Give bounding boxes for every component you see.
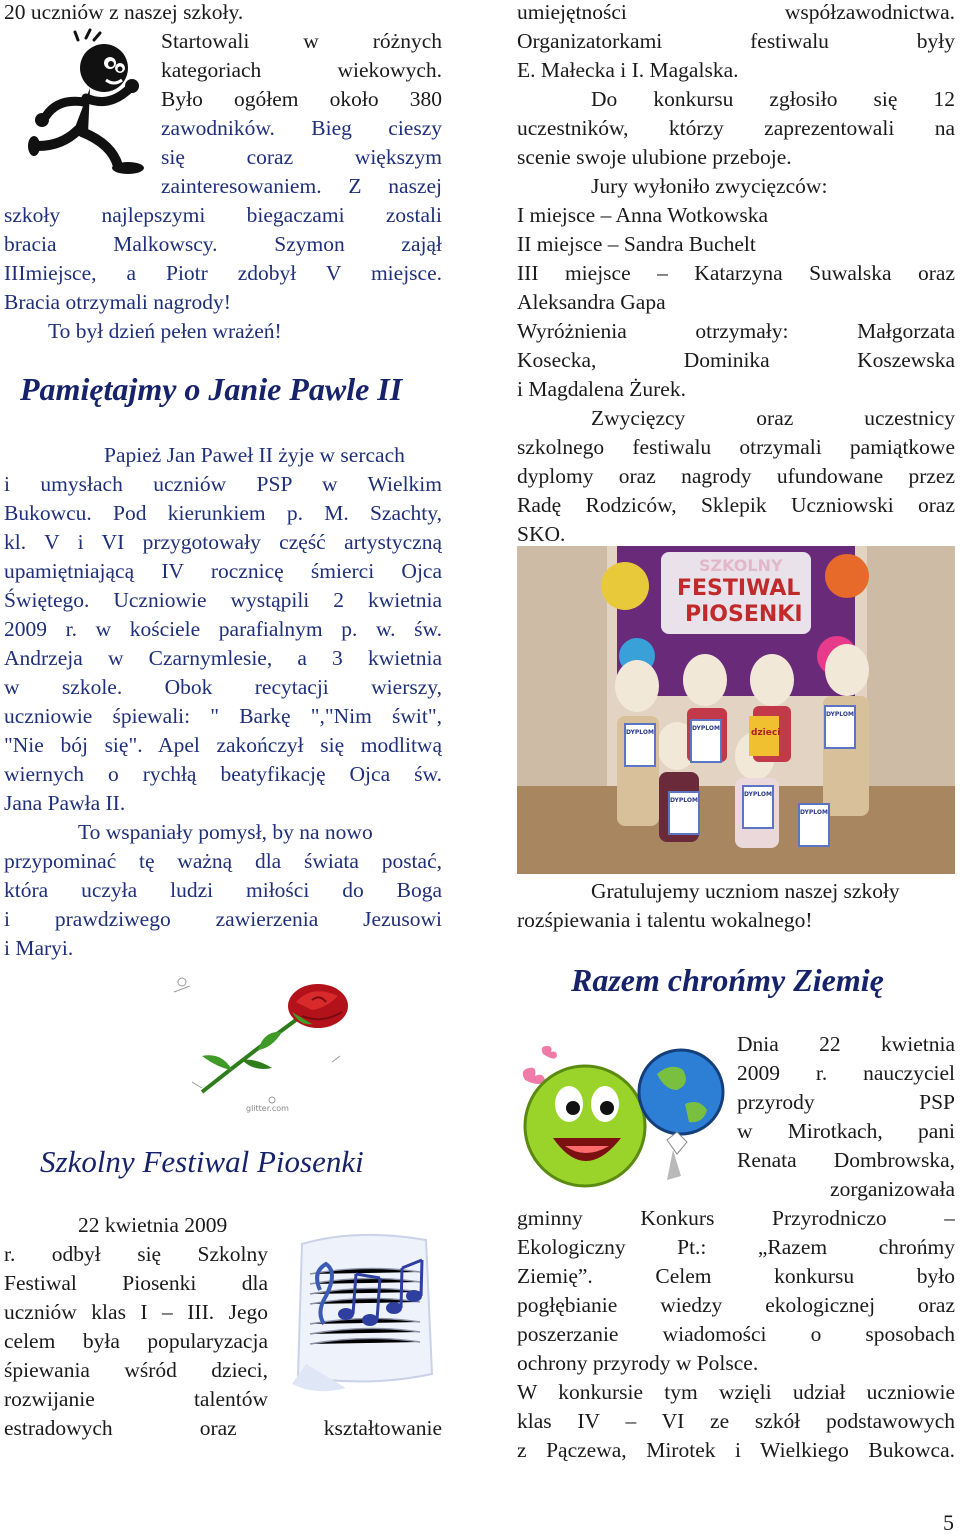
festival-line: śpiewania wśród dzieci, (4, 1358, 268, 1382)
festival-line: 22 kwietnia 2009 (78, 1213, 228, 1237)
earth-line: klas IV – VI ze szkół podstawowych (517, 1409, 955, 1433)
earth-line: przyrody PSP (737, 1090, 955, 1114)
pope-line: uczniowie śpiewali: " Barkę ","Nim świt", (4, 704, 442, 728)
banner-line: FESTIWAL (677, 576, 801, 601)
pope-line: Jana Pawła II. (4, 791, 126, 815)
pope-line: upamiętniającą IV rocznicę śmierci Ojca (4, 559, 442, 583)
book-label: dzieci (751, 728, 781, 738)
earth-line: Ziemię”. Celem konkursu było (517, 1264, 955, 1288)
festival-line: Zwycięzcy oraz uczestnicy (591, 406, 955, 430)
earth-line: z Pączewa, Mirotek i Wielkiego Bukowca. (517, 1438, 955, 1462)
section-heading-festival: Szkolny Festiwal Piosenki (40, 1144, 364, 1179)
intro-line: IIImiejsce, a Piotr zdobył V miejsce. (4, 261, 442, 285)
pope-line: Świętego. Uczniowie wystąpili 2 kwietnia (4, 588, 442, 612)
pope-line: 2009 r. w kościele parafialnym p. w. św. (4, 617, 442, 641)
festival-line: uczestników, którzy zaprezentowali na (517, 116, 955, 140)
banner-line: PIOSENKI (685, 602, 803, 627)
earth-line: gminny Konkurs Przyrodniczo – (517, 1206, 955, 1230)
pope-line: Papież Jan Paweł II żyje w sercach (104, 443, 405, 467)
earth-line: zorganizowała (830, 1177, 955, 1201)
intro-line: się coraz większym (161, 145, 442, 169)
earth-line: w Mirotkach, pani (737, 1119, 955, 1143)
earth-line: pogłębianie wiedzy ekologicznej oraz (517, 1293, 955, 1317)
diploma-label: DYPLOM (692, 725, 720, 732)
earth-line: Dnia 22 kwietnia (737, 1032, 955, 1056)
intro-line: Bracia otrzymali nagrody! (4, 290, 231, 314)
pope-line: Bukowcu. Pod kierunkiem p. M. Szachty, (4, 501, 442, 525)
festival-line: SKO. (517, 522, 566, 546)
pope-line: Andrzeja w Czarnymlesie, a 3 kwietnia (4, 646, 442, 670)
pope-line: i Maryi. (4, 936, 74, 960)
pope-line: przypominać tę ważną dla świata postać, (4, 849, 442, 873)
intro-line: zainteresowaniem. Z naszej (161, 174, 442, 198)
banner-line: SZKOLNY (699, 556, 783, 575)
pope-line: i prawdziwego zawierzenia Jezusowi (4, 907, 442, 931)
section-heading-pope: Pamiętajmy o Janie Pawle II (20, 371, 403, 407)
intro-line: To był dzień pełen wrażeń! (48, 319, 282, 343)
music-sheet-icon (286, 1224, 442, 1400)
diploma-label: DYPLOM (670, 797, 698, 804)
earth-line: 2009 r. nauczyciel (737, 1061, 955, 1085)
smiling-earth-icon (517, 1034, 731, 1196)
festival-line: r. odbył się Szkolny (4, 1242, 268, 1266)
congrats-line: rozśpiewania i talentu wokalnego! (517, 908, 813, 932)
festival-line: scenie swoje ulubione przeboje. (517, 145, 792, 169)
festival-line: III miejsce – Katarzyna Suwalska oraz (517, 261, 955, 285)
pope-line: kl. V i VI przygotowały część artystyczną (4, 530, 442, 554)
diploma-label: DYPLOM (826, 711, 854, 718)
festival-line: uczniów klas I – III. Jego (4, 1300, 268, 1324)
diploma-label: DYPLOM (626, 729, 654, 736)
pope-line: która uczyła ludzi miłości do Boga (4, 878, 442, 902)
festival-photo (517, 546, 955, 874)
rose-icon (162, 972, 362, 1116)
festival-line: Wyróżnienia otrzymały: Małgorzata (517, 319, 955, 343)
festival-line: estradowych oraz kształtowanie (4, 1416, 442, 1440)
festival-line: E. Małecka i I. Magalska. (517, 58, 739, 82)
festival-line: celem była popularyzacja (4, 1329, 268, 1353)
right-column (517, 0, 955, 1536)
festival-line: rozwijanie talentów (4, 1387, 268, 1411)
intro-line: kategoriach wiekowych. (161, 58, 442, 82)
festival-line: Kosecka, Dominika Koszewska (517, 348, 955, 372)
congrats-line: Gratulujemy uczniom naszej szkoły (591, 879, 900, 903)
festival-line: Do konkursu zgłosiło się 12 (591, 87, 955, 111)
earth-line: ochrony przyrody w Polsce. (517, 1351, 759, 1375)
intro-line: Startowali w różnych (161, 29, 442, 53)
intro-line: zawodników. Bieg cieszy (161, 116, 442, 140)
earth-line: Ekologiczny Pt.: „Razem chrońmy (517, 1235, 955, 1259)
festival-line: Aleksandra Gapa (517, 290, 666, 314)
rose-caption: glitter.com (246, 1104, 289, 1113)
pope-line: i umysłach uczniów PSP w Wielkim (4, 472, 442, 496)
festival-line: umiejętności współzawodnictwa. (517, 0, 955, 24)
festival-line: Jury wyłoniło zwycięzców: (591, 174, 828, 198)
pope-line: "Nie bój się". Apel zakończył się modlitwą (4, 733, 442, 757)
earth-line: W konkursie tym wzięli udział uczniowie (517, 1380, 955, 1404)
festival-line: dyplomy oraz nagrody ufundowane przez (517, 464, 955, 488)
festival-line: Radę Rodziców, Sklepik Uczniowski oraz (517, 493, 955, 517)
diploma-label: DYPLOM (800, 809, 828, 816)
festival-line: Festiwal Piosenki dla (4, 1271, 268, 1295)
festival-line: i Magdalena Żurek. (517, 377, 686, 401)
intro-line: 20 uczniów z naszej szkoły. (4, 0, 244, 24)
pope-line: To wspaniały pomysł, by na nowo (78, 820, 373, 844)
earth-line: Renata Dombrowska, (737, 1148, 955, 1172)
festival-line: I miejsce – Anna Wotkowska (517, 203, 769, 227)
festival-line: Organizatorkami festiwalu były (517, 29, 955, 53)
intro-line: bracia Malkowscy. Szymon zajął (4, 232, 442, 256)
diploma-label: DYPLOM (744, 791, 772, 798)
intro-line: szkoły najlepszymi biegaczami zostali (4, 203, 442, 227)
festival-line: II miejsce – Sandra Buchelt (517, 232, 756, 256)
pope-line: wiernych o rychłą beatyfikację Ojca św. (4, 762, 442, 786)
festival-line: szkolnego festiwalu otrzymali pamiątkowe (517, 435, 955, 459)
left-column (4, 0, 442, 1536)
earth-line: poszerzanie wiadomości o sposobach (517, 1322, 955, 1346)
pope-line: w szkole. Obok recytacji wierszy, (4, 675, 442, 699)
intro-line: Było ogółem około 380 (161, 87, 442, 111)
running-figure-icon (28, 28, 158, 178)
page-number: 5 (943, 1510, 954, 1535)
section-heading-earth: Razem chrońmy Ziemię (571, 962, 884, 998)
